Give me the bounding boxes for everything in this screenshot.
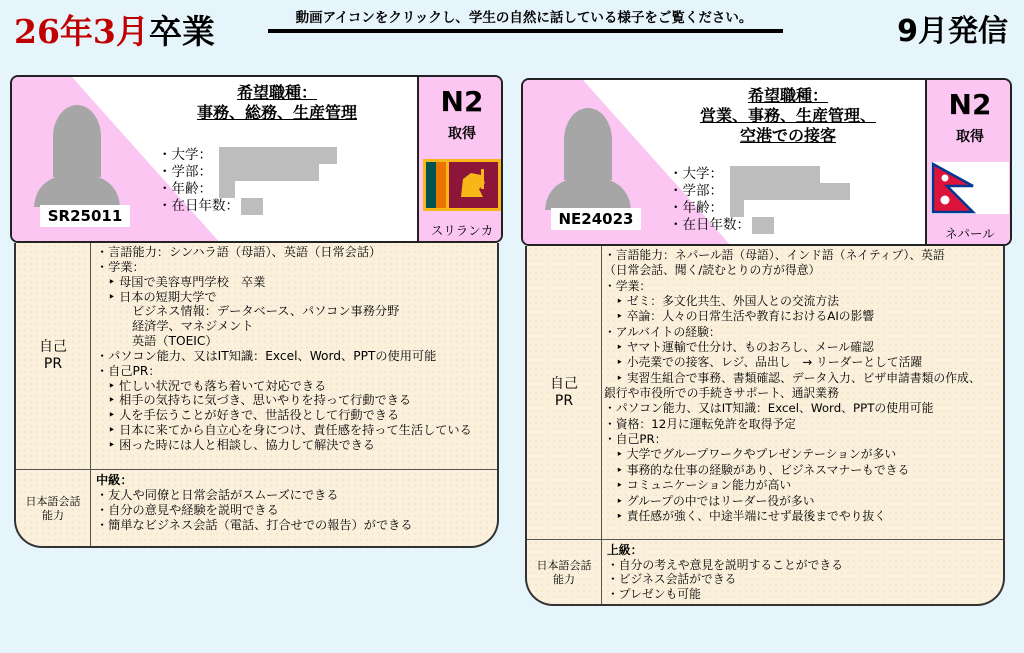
job-title-line: 希望職種： xyxy=(236,83,317,102)
label-line: 自己 xyxy=(550,375,578,392)
age-label: ・年齢： xyxy=(158,181,212,197)
self-pr-line: ‣ 日本の短期大学で xyxy=(108,289,217,304)
country-name: スリランカ xyxy=(430,223,494,238)
profile-body xyxy=(525,246,1005,606)
issue-month: 9月発信 xyxy=(897,14,1008,49)
self-pr-line: ‣ 母国で美容専門学校 卒業 xyxy=(108,274,266,289)
profile-facts xyxy=(669,166,850,234)
self-pr-line: ・学業： xyxy=(604,278,652,293)
redacted-field xyxy=(752,217,774,234)
self-pr-line: ‣ 大学でグループワークやプレゼンテーションが多い xyxy=(616,447,897,462)
japanese-ability-line: ・自分の考えや意見を説明することができる xyxy=(607,557,843,572)
profile-body xyxy=(14,243,499,548)
profile-header xyxy=(10,75,503,243)
avatar-icon xyxy=(543,100,633,210)
profile-header xyxy=(521,78,1012,246)
profile-facts xyxy=(158,147,337,215)
self-pr-line: ‣ 卒論：人々の日常生活や教育におけるAIの影響 xyxy=(616,309,875,324)
label-line: 日本語会話 xyxy=(536,559,592,572)
self-pr-line: ・学業： xyxy=(96,259,145,274)
desired-job xyxy=(152,83,402,123)
japanese-ability-line: ・友人や同僚と日常会話がスムーズにできる xyxy=(96,487,339,502)
student-id: NE24023 xyxy=(551,208,641,230)
job-title-line: 希望職種： xyxy=(747,86,828,105)
self-pr-line: ‣ 日本に来てから自立心を身につけ、責任感を持って生活している xyxy=(108,423,472,438)
self-pr-line: ・パソコン能力、又はIT知識：Excel、Word、PPTの使用可能 xyxy=(96,348,437,363)
redacted-field xyxy=(730,200,744,217)
sri-lanka-flag-icon xyxy=(423,159,501,211)
video-instruction: 動画アイコンをクリックし、学生の自然に話している様子をご覧ください。 xyxy=(295,10,753,26)
graduation-date: 26年3月 xyxy=(14,12,149,51)
university-label: ・大学： xyxy=(158,147,212,163)
country-name: ネパール xyxy=(945,226,995,241)
label-line: 能力 xyxy=(42,509,64,522)
self-pr-label xyxy=(527,246,602,539)
jlpt-status: 取得 xyxy=(956,129,984,145)
self-pr-line: ‣ 実習生組合で事務、書類確認、データ入力、ビザ申請書類の作成、 xyxy=(616,370,981,385)
jlpt-level: N2 xyxy=(440,85,484,118)
label-line: PR xyxy=(43,356,63,372)
self-pr-line: ‣ 困った時には人と相談し、協力して解決できる xyxy=(108,437,375,452)
header-underline xyxy=(268,29,783,33)
self-pr-text xyxy=(604,248,981,524)
redacted-field xyxy=(219,181,235,198)
jlpt-level: N2 xyxy=(948,88,992,121)
student-id: SR25011 xyxy=(40,205,130,227)
self-pr-line: ビジネス情報：データベース、パソコン事務分野 xyxy=(132,304,400,319)
self-pr-line: 銀行や市役所での手続きサポート、通訳業務 xyxy=(604,386,839,401)
self-pr-line: （日常会話、聞く/読むとりの方が得意） xyxy=(604,263,821,278)
label-line: 能力 xyxy=(553,573,575,586)
avatar-icon xyxy=(32,97,122,207)
self-pr-line: ‣ 人を手伝うことが好きで、世話役として行動できる xyxy=(108,408,400,423)
self-pr-label xyxy=(16,243,91,469)
faculty-label: ・学部： xyxy=(669,183,723,199)
graduation-word: 卒業 xyxy=(148,12,215,51)
self-pr-line: ‣ 小売業での接客、レジ、品出し → リーダーとして活躍 xyxy=(616,355,923,370)
university-label: ・大学： xyxy=(669,166,723,182)
self-pr-line: ・言語能力：ネパール語（母語）、インド語（ネイティブ）、英語 xyxy=(604,248,945,262)
self-pr-line: ‣ 相手の気持ちに気づき、思いやりを持って行動できる xyxy=(108,393,412,408)
self-pr-line: ・アルバイトの経験： xyxy=(604,324,721,339)
label-line: 日本語会話 xyxy=(25,495,81,508)
age-label: ・年齢： xyxy=(669,200,723,216)
nepal-flag-icon xyxy=(931,162,1009,214)
student-card-1[interactable] xyxy=(10,75,508,550)
japanese-level: 中級： xyxy=(96,473,133,487)
self-pr-row xyxy=(16,243,497,469)
japanese-ability-line: ・簡単なビジネス会話（電話、打合せでの報告）ができる xyxy=(96,517,413,532)
japanese-level: 上級： xyxy=(607,543,643,557)
redacted-field xyxy=(730,166,820,183)
label-line: PR xyxy=(554,392,574,409)
label-line: 自己 xyxy=(39,339,67,355)
japanese-ability-label xyxy=(16,470,91,548)
redacted-field xyxy=(219,164,319,181)
job-title-line: 営業、事務、生産管理、 xyxy=(699,106,876,125)
self-pr-line: ‣ 責任感が強く、中途半端にせず最後までやり抜く xyxy=(616,508,887,523)
self-pr-line: ・パソコン能力、又はIT知識：Excel、Word、PPTの使用可能 xyxy=(604,401,934,416)
self-pr-text xyxy=(96,245,472,453)
years-in-japan-label: ・在日年数： xyxy=(158,198,239,214)
japanese-ability-row xyxy=(16,469,497,548)
self-pr-line: ‣ コミュニケーション能力が高い xyxy=(616,478,792,493)
self-pr-line: 経済学、マネジメント xyxy=(132,319,254,334)
self-pr-line: ‣ グループの中ではリーダー役が多い xyxy=(616,493,815,508)
jlpt-panel xyxy=(925,80,1012,244)
jlpt-status: 取得 xyxy=(448,126,476,142)
graduation-title xyxy=(14,6,215,53)
japanese-ability-line: ・プレゼンも可能 xyxy=(607,586,701,601)
redacted-field xyxy=(241,198,263,215)
redacted-field xyxy=(219,147,337,164)
self-pr-line: ・自己PR： xyxy=(96,363,161,378)
japanese-ability-line: ・ビジネス会話ができる xyxy=(607,572,737,587)
japanese-ability-line: ・自分の意見や経験を説明できる xyxy=(96,502,279,517)
student-card-2[interactable] xyxy=(521,78,1015,608)
faculty-label: ・学部： xyxy=(158,164,212,180)
job-title-line: 空港での接客 xyxy=(739,126,836,145)
self-pr-line: ‣ ゼミ：多文化共生、外国人との交流方法 xyxy=(616,294,840,309)
self-pr-line: 英語（TOEIC） xyxy=(132,334,218,349)
redacted-field xyxy=(730,183,850,200)
self-pr-row xyxy=(527,246,1003,539)
jlpt-panel xyxy=(417,77,503,241)
self-pr-line: ・資格：12月に運転免許を取得予定 xyxy=(604,416,796,431)
japanese-ability-row xyxy=(527,539,1003,606)
self-pr-line: ‣ ヤマト運輸で仕分け、ものおろし、メール確認 xyxy=(616,340,874,355)
japanese-ability-text xyxy=(96,473,413,532)
self-pr-line: ‣ 忙しい状況でも落ち着いて対応できる xyxy=(108,378,327,393)
japanese-ability-label xyxy=(527,540,602,606)
self-pr-line: ・言語能力：シンハラ語（母語）、英語（日常会話） xyxy=(96,245,382,259)
desired-job xyxy=(653,86,923,146)
job-title-line: 事務、総務、生産管理 xyxy=(196,103,357,122)
self-pr-line: ‣ 事務的な仕事の経験があり、ビジネスマナーもできる xyxy=(616,462,910,477)
self-pr-line: ・自己PR： xyxy=(604,432,667,447)
years-in-japan-label: ・在日年数： xyxy=(669,217,750,233)
japanese-ability-text xyxy=(607,543,843,601)
